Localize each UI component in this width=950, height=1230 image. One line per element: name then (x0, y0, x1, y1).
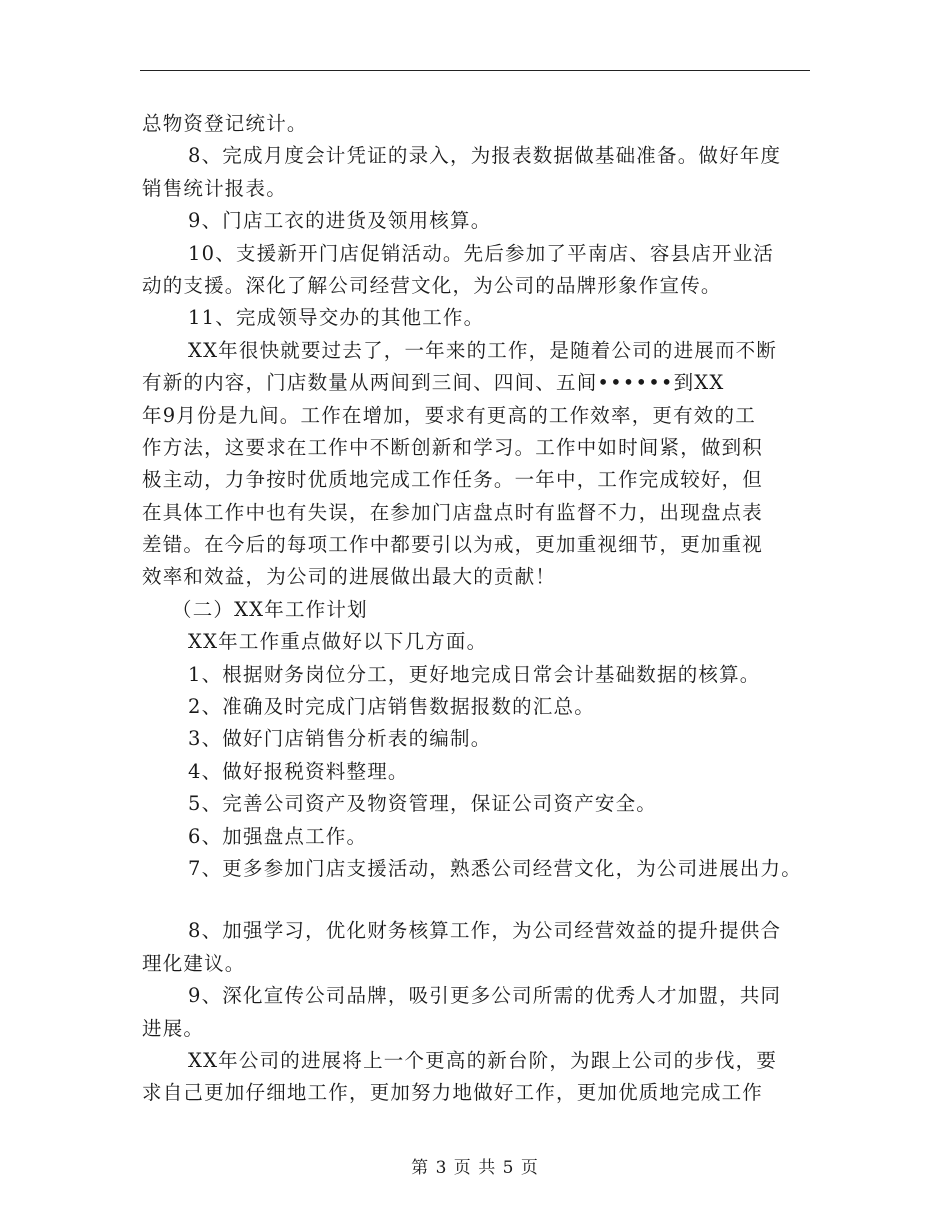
text-line: 极主动，力争按时优质地完成工作任务。一年中，工作完成较好，但 (142, 468, 764, 492)
text-line: 进展。 (142, 1016, 205, 1040)
text-line: XX年工作重点做好以下几方面。 (188, 630, 488, 654)
text-line: 在具体工作中也有失误，在参加门店盘点时有监督不力，出现盘点表 (142, 500, 764, 524)
text-line: 9、门店工衣的进货及领用核算。 (188, 209, 492, 233)
text-line: 求自己更加仔细地工作，更加努力地做好工作，更加优质地完成工作 (142, 1081, 764, 1105)
text-line: 2、准确及时完成门店销售数据报数的汇总。 (188, 695, 595, 719)
text-line: 年9月份是九间。工作在增加，要求有更高的工作效率，更有效的工 (142, 403, 756, 427)
text-line: 差错。在今后的每项工作中都要引以为戒，更加重视细节，更加重视 (142, 533, 764, 557)
text-line: 6、加强盘点工作。 (188, 824, 368, 848)
text-line: 11、完成领导交办的其他工作。 (188, 306, 485, 330)
paragraph-gap (142, 885, 832, 915)
document-body (142, 108, 832, 1110)
page-footer: 第 3 页 共 5 页 (411, 1158, 539, 1178)
text-line: XX年很快就要过去了，一年来的工作，是随着公司的进展而不断 (188, 338, 778, 362)
text-line: 8、完成月度会计凭证的录入，为报表数据做基础准备。做好年度 (188, 144, 782, 168)
header-rule (140, 70, 810, 71)
text-line: （二）XX年工作计划 (172, 597, 368, 621)
text-line: 有新的内容，门店数量从两间到三间、四间、五间••••••到XX (142, 371, 725, 395)
text-line: 8、加强学习，优化财务核算工作，为公司经营效益的提升提供合 (188, 919, 782, 943)
text-line: 3、做好门店销售分析表的编制。 (188, 727, 492, 751)
text-line: 10、支援新开门店促销活动。先后参加了平南店、容县店开业活 (188, 241, 775, 265)
text-line: 理化建议。 (142, 951, 246, 975)
text-line: 销售统计报表。 (142, 176, 287, 200)
text-line: 7、更多参加门店支援活动，熟悉公司经营文化，为公司进展出力。 (188, 856, 802, 880)
text-line: 5、完善公司资产及物资管理，保证公司资产安全。 (188, 792, 658, 816)
text-line: 效率和效益，为公司的进展做出最大的贡献！ (142, 565, 557, 589)
text-line: XX年公司的进展将上一个更高的新台阶，为跟上公司的步伐，要 (188, 1048, 778, 1072)
text-line: 4、做好报税资料整理。 (188, 759, 409, 783)
text-line: 动的支援。深化了解公司经营文化，为公司的品牌形象作宣传。 (142, 273, 722, 297)
text-line: 9、深化宣传公司品牌，吸引更多公司所需的优秀人才加盟，共同 (188, 984, 782, 1008)
text-line: 作方法，这要求在工作中不断创新和学习。工作中如时间紧，做到积 (142, 435, 764, 459)
text-line: 1、根据财务岗位分工，更好地完成日常会计基础数据的核算。 (188, 662, 761, 686)
text-line: 总物资登记统计。 (142, 112, 308, 135)
